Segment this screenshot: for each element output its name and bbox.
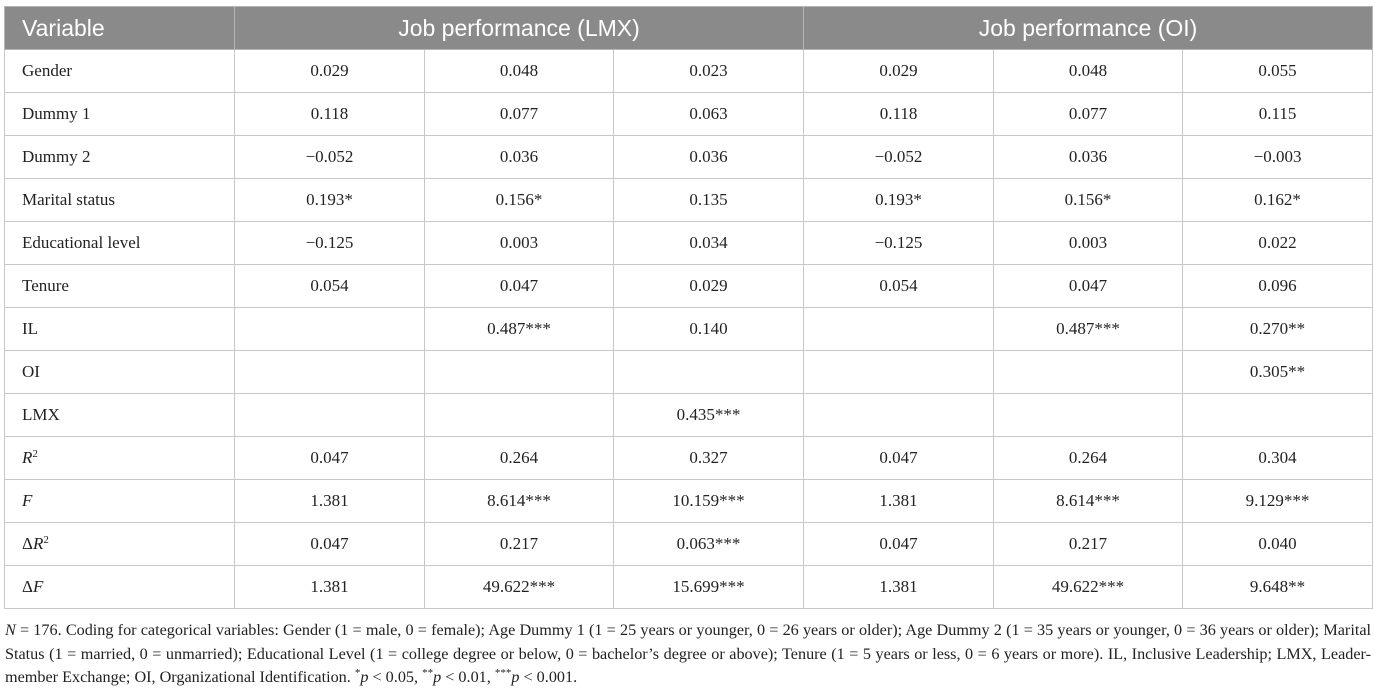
table-cell: 0.327 (614, 437, 804, 480)
note-n-symbol: N (5, 621, 16, 639)
table-cell: 0.047 (804, 523, 994, 566)
table-cell (804, 394, 994, 437)
table-cell: 0.029 (804, 50, 994, 93)
table-row (5, 566, 1373, 609)
table-row (5, 351, 1373, 394)
table-cell: 0.270** (1183, 308, 1373, 351)
note-p-2: p (433, 668, 442, 686)
header-job-performance-lmx: Job performance (LMX) (235, 7, 804, 50)
row-label-delta: Δ (22, 534, 33, 553)
table-cell: 0.162* (1183, 179, 1373, 222)
table-cell: −0.052 (235, 136, 425, 179)
row-label: LMX (5, 394, 235, 437)
table-cell (1183, 394, 1373, 437)
row-label (5, 437, 235, 480)
row-label (5, 566, 235, 609)
table-cell: 0.047 (425, 265, 614, 308)
row-label-delta: Δ (22, 577, 33, 596)
table-footnote (5, 619, 1371, 690)
table-row (5, 308, 1373, 351)
table-cell: 1.381 (804, 480, 994, 523)
row-label: OI (5, 351, 235, 394)
table-row (5, 179, 1373, 222)
table-row (5, 437, 1373, 480)
row-label: Tenure (5, 265, 235, 308)
table-cell: 1.381 (804, 566, 994, 609)
row-label-symbol: R (32, 534, 44, 553)
header-variable: Variable (5, 7, 235, 50)
table-cell: 0.063 (614, 93, 804, 136)
row-label (5, 523, 235, 566)
table-cell: 0.047 (804, 437, 994, 480)
row-label (5, 480, 235, 523)
row-label-superscript: 2 (32, 448, 38, 460)
table-cell: 0.036 (614, 136, 804, 179)
table-cell (994, 394, 1183, 437)
table-cell (235, 351, 425, 394)
table-row (5, 394, 1373, 437)
table-cell (804, 308, 994, 351)
header-job-performance-oi: Job performance (OI) (804, 7, 1373, 50)
table-cell: 0.029 (235, 50, 425, 93)
table-cell: 0.435*** (614, 394, 804, 437)
row-label: IL (5, 308, 235, 351)
row-label-superscript: 2 (43, 534, 49, 546)
table-cell: 0.063*** (614, 523, 804, 566)
table-cell: 0.217 (425, 523, 614, 566)
table-cell: 9.129*** (1183, 480, 1373, 523)
table-cell: −0.125 (235, 222, 425, 265)
table-cell (425, 394, 614, 437)
table-cell: 10.159*** (614, 480, 804, 523)
table-cell: 0.217 (994, 523, 1183, 566)
table-cell: 0.047 (235, 437, 425, 480)
table-cell: 9.648** (1183, 566, 1373, 609)
table-cell: 1.381 (235, 480, 425, 523)
table-cell: 0.156* (994, 179, 1183, 222)
note-threshold-2: < 0.01, (441, 668, 495, 686)
table-cell: 0.054 (235, 265, 425, 308)
table-header-row (5, 7, 1373, 50)
row-label: Educational level (5, 222, 235, 265)
table-cell: 49.622*** (425, 566, 614, 609)
table-cell: 0.034 (614, 222, 804, 265)
table-cell: 0.193* (235, 179, 425, 222)
table-cell: 0.036 (425, 136, 614, 179)
row-label: Dummy 2 (5, 136, 235, 179)
table-cell: −0.003 (1183, 136, 1373, 179)
table-cell (994, 351, 1183, 394)
table-cell: 0.048 (425, 50, 614, 93)
table-cell: 0.140 (614, 308, 804, 351)
table-cell: 0.022 (1183, 222, 1373, 265)
table-cell: 0.487*** (994, 308, 1183, 351)
table-cell: 0.047 (235, 523, 425, 566)
row-label-symbol: F (32, 577, 44, 596)
table-cell: −0.052 (804, 136, 994, 179)
table-cell: 0.264 (994, 437, 1183, 480)
table-cell: 8.614*** (425, 480, 614, 523)
table-cell: 0.029 (614, 265, 804, 308)
table-cell: −0.125 (804, 222, 994, 265)
table-row (5, 93, 1373, 136)
table-cell: 0.487*** (425, 308, 614, 351)
table-cell: 0.023 (614, 50, 804, 93)
table-cell (614, 351, 804, 394)
table-cell: 0.118 (804, 93, 994, 136)
table-cell: 0.040 (1183, 523, 1373, 566)
table-cell: 49.622*** (994, 566, 1183, 609)
table-cell (804, 351, 994, 394)
row-label-symbol: F (22, 491, 33, 510)
note-star-1: * (354, 667, 361, 679)
table-cell: 0.054 (804, 265, 994, 308)
table-cell: 0.135 (614, 179, 804, 222)
table-cell: 0.193* (804, 179, 994, 222)
table-cell (425, 351, 614, 394)
table-row (5, 136, 1373, 179)
table-cell: 0.115 (1183, 93, 1373, 136)
table-cell: 8.614*** (994, 480, 1183, 523)
table-cell: 0.048 (994, 50, 1183, 93)
table-cell: 0.036 (994, 136, 1183, 179)
table-row (5, 523, 1373, 566)
table-row (5, 50, 1373, 93)
table-cell: 0.003 (994, 222, 1183, 265)
table-cell: 0.047 (994, 265, 1183, 308)
note-text: = 176. Coding for categorical variables: Gender (1 = male, 0 = female); Age Dummy 1 (1 = 25 years or younger, 0 = 26 years or older); Age Dummy 2 (1 = 35 years or younger, 0 = 36 years or older); Marital Status (1 = married, 0 = unmarried); Educational Level (1 = college degree or below, 0 = bachelor’s degree or above); Tenure (1 = 5 years or less, 0 = 6 years or more). IL, Inclusive Leadership; LMX, Leader-member Exchange; OI, Organizational Identification. (5, 621, 1371, 686)
row-label: Dummy 1 (5, 93, 235, 136)
note-p-1: p (360, 668, 369, 686)
table-cell: 0.077 (994, 93, 1183, 136)
table-cell: 0.264 (425, 437, 614, 480)
table-cell: 0.077 (425, 93, 614, 136)
table-row (5, 265, 1373, 308)
table-cell: 15.699*** (614, 566, 804, 609)
note-star-3: *** (494, 667, 512, 679)
table-row (5, 222, 1373, 265)
table-row (5, 480, 1373, 523)
note-threshold-3: < 0.001. (519, 668, 578, 686)
table-body (5, 50, 1373, 609)
table-cell: 0.118 (235, 93, 425, 136)
table-cell: 0.304 (1183, 437, 1373, 480)
table-cell: 0.003 (425, 222, 614, 265)
table-cell: 1.381 (235, 566, 425, 609)
note-p-3: p (511, 668, 520, 686)
table-cell: 0.055 (1183, 50, 1373, 93)
row-label-symbol: R (22, 448, 33, 467)
table-cell (235, 308, 425, 351)
row-label: Gender (5, 50, 235, 93)
table-cell: 0.156* (425, 179, 614, 222)
table-cell (235, 394, 425, 437)
row-label: Marital status (5, 179, 235, 222)
table-cell: 0.305** (1183, 351, 1373, 394)
regression-table (4, 6, 1373, 609)
table-cell: 0.096 (1183, 265, 1373, 308)
note-threshold-1: < 0.05, (368, 668, 423, 686)
note-star-2: ** (422, 667, 434, 679)
